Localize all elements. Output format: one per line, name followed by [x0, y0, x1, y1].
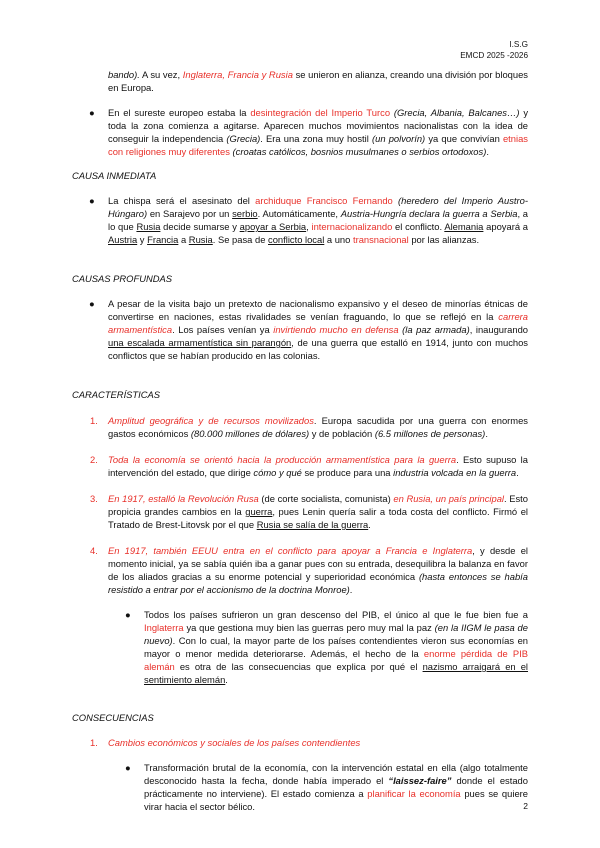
intro-alliance: Inglaterra, Francia y Rusia: [182, 69, 293, 80]
text: y toda la zona comienza a agitarse. Aparecen muchos movimientos nacionalistas con la idea de conseguir la independencia: [108, 107, 529, 144]
text: A pesar de la visita bajo un pretexto de nacionalismo expansivo y el deseo de minorías étnicas de convertirse en naciones, estas rivalidades se venían fraguando, lo que se reflejó en la: [108, 298, 528, 322]
text: decide sumarse y: [160, 221, 240, 232]
text: .: [225, 674, 228, 685]
text: a: [178, 234, 189, 245]
item-number: 2.: [90, 454, 98, 465]
highlight: etnias con religiones muy diferentes: [108, 133, 528, 157]
text: ya que convivían: [425, 133, 503, 144]
list-item: [72, 544, 528, 596]
text: (heredero del Imperio Austro-Húngaro): [108, 195, 528, 219]
text: .: [349, 584, 353, 595]
highlight: invirtiendo mucho en defensa: [273, 324, 399, 335]
text: y: [137, 234, 148, 245]
bullet-icon: ●: [89, 107, 95, 118]
list-item: [72, 453, 528, 479]
highlight: archiduque Francisco Fernando: [255, 195, 393, 206]
text: .: [485, 428, 488, 439]
underlined: Alemania: [444, 221, 484, 232]
text: La chispa será el asesinato del: [108, 195, 256, 206]
text: ya que gestiona muy bien las guerras pero muy mal la paz: [183, 622, 435, 633]
underlined: una escalada armamentística sin parangón: [108, 337, 292, 348]
list-item: [72, 736, 528, 749]
text: en Sarajevo por un: [147, 208, 233, 219]
underlined: guerra: [245, 506, 273, 517]
text: En el sureste europeo estaba la: [108, 107, 251, 118]
bullet-icon: ●: [89, 298, 95, 309]
highlight: Cambios económicos y sociales de los países contendientes: [108, 737, 361, 748]
text: . Esto supuso la intervención del estado, que dirige: [108, 454, 528, 478]
bullet-icon: ●: [89, 195, 95, 206]
text: (de corte socialista, comunista): [258, 493, 394, 504]
section-heading-consecuencias: CONSECUENCIAS: [72, 712, 154, 723]
section-heading-causa-inmediata: CAUSA INMEDIATA: [72, 170, 157, 181]
highlight: En 1917, también EEUU entra en el conflicto para apoyar a Francia e Inglaterra: [108, 545, 473, 556]
document-body: [72, 68, 528, 813]
page-number: 2: [523, 801, 528, 811]
text: pues se quiere virar hacia el sector bélico.: [144, 788, 528, 812]
text: es otra de las consecuencias que explica por qué el: [174, 661, 423, 672]
text: Transformación brutal de la economía, con la intervención estatal en ella (algo totalmente desconocido hasta la fecha, donde había imperado el: [144, 762, 528, 786]
text: (Grecia): [226, 133, 261, 144]
text: . Esto propicia grandes cambios en la: [108, 493, 529, 517]
section-heading-causas-profundas: CAUSAS PROFUNDAS: [72, 273, 173, 284]
text: (croatas católicos, bosnios musulmanes o serbios ortodoxos): [229, 146, 487, 157]
item-number: 1.: [90, 737, 98, 748]
highlight: en Rusia, un país principal: [393, 493, 504, 504]
list-item: [72, 761, 528, 813]
highlight: internacionalizando: [311, 221, 393, 232]
text: (6.5 millones de personas): [374, 428, 486, 439]
text: , de una guerra que estalló en 1914, junto con muchos conflictos que se habían producido en las colonias.: [108, 337, 528, 361]
list-item: [72, 414, 528, 440]
highlight: Amplitud geográfica y de recursos movilizados: [108, 415, 314, 426]
text: .: [368, 519, 371, 530]
highlight: carrera armamentística: [108, 311, 528, 335]
item-number: 1.: [90, 415, 98, 426]
list-item: [72, 608, 528, 686]
text: , pues Lenin quería salir a toda costa del conflicto. Firmó el Tratado de Brest-Litovsk por el que: [108, 506, 529, 530]
bullet-icon: ●: [125, 762, 131, 773]
text: y de población: [309, 428, 375, 439]
underlined: Rusia se salía de la guerra: [256, 519, 369, 530]
underlined: Francia: [147, 234, 179, 245]
underlined: Rusia: [188, 234, 213, 245]
list-item: [72, 492, 528, 531]
text: . Se pasa de: [212, 234, 269, 245]
text: (la paz armada): [398, 324, 470, 335]
list-item: [72, 106, 528, 158]
text: . Europa sacudida por una guerra con enormes gastos económicos: [108, 415, 528, 439]
text: (un polvorín): [372, 133, 426, 144]
text: “laissez-faire”: [388, 775, 452, 786]
item-number: 4.: [90, 545, 98, 556]
text: , a lo que: [108, 208, 529, 232]
text: (hasta entonces se había resistido a entrar por el accionismo de la doctrina Monroe): [108, 571, 529, 595]
text: Todos los países sufrieron un gran descenso del PIB, el único al que le fue bien fue a: [144, 609, 528, 620]
text: (80.000 millones de dólares): [190, 428, 310, 439]
underlined: Austria: [108, 234, 138, 245]
bullet-icon: ●: [125, 609, 131, 620]
text: cómo y qué: [253, 467, 302, 478]
text: . Era una zona muy hostil: [260, 133, 372, 144]
header-course: EMCD 2025 -2026: [460, 51, 528, 60]
text: .: [516, 467, 519, 478]
highlight: enorme pérdida de PIB alemán: [144, 648, 528, 672]
text: por las alianzas.: [408, 234, 480, 245]
text: .: [486, 146, 489, 157]
underlined: Rusia: [136, 221, 161, 232]
text: a uno: [324, 234, 353, 245]
text: el conflicto.: [392, 221, 445, 232]
list-item: [72, 194, 528, 246]
section-heading-caracteristicas: CARACTERÍSTICAS: [72, 389, 161, 400]
intro-text-4: se unieron en alianza, creando una división por bloques en Europa.: [108, 69, 528, 93]
text: (en la IIGM le pasa de nuevo): [144, 622, 528, 646]
text: apoyará a: [483, 221, 528, 232]
header-school: I.S.G: [509, 40, 528, 49]
text: . Los países venían ya: [172, 324, 274, 335]
intro-text-1: bando).: [108, 69, 140, 80]
text: , y desde el momento inicial, ya se sabía quién iba a ganar pues con su entrada, desequilibra la balanza en favor de los aliados gracias a su enorme potencial y superioridad económica: [108, 545, 528, 582]
highlight: planificar la economía: [367, 788, 461, 799]
highlight: desintegración del Imperio Turco: [250, 107, 391, 118]
highlight: Toda la economía se orientó hacia la producción armamentística para la guerra: [108, 454, 457, 465]
text: se produce para una: [301, 467, 394, 478]
highlight: Inglaterra: [144, 622, 184, 633]
underlined: nazismo arraigará en el sentimiento alemán: [144, 661, 529, 685]
item-number: 3.: [90, 493, 98, 504]
text: ,: [306, 221, 312, 232]
text: (Grecia, Albania, Balcanes…): [390, 107, 520, 118]
highlight: transnacional: [352, 234, 409, 245]
list-item: [72, 297, 528, 362]
underlined: serbio: [232, 208, 258, 219]
intro-paragraph: [72, 68, 528, 94]
underlined: apoyar a Serbia: [239, 221, 307, 232]
text: donde el estado prácticamente no interviene). El estado comienza a: [144, 775, 528, 799]
highlight: En 1917, estalló la Revolución Rusa: [108, 493, 259, 504]
text: . Con lo cual, la mayor parte de los países contendientes vieron sus economías en mayor o menor medida deteriorarse. Además, el hecho de la: [144, 635, 528, 659]
page-header: [460, 39, 528, 61]
text: , inaugurando: [469, 324, 528, 335]
text: . Automáticamente,: [257, 208, 341, 219]
text: industria volcada en la guerra: [393, 467, 517, 478]
underlined: conflicto local: [268, 234, 325, 245]
text: Austria-Hungría declara la guerra a Serbia: [340, 208, 518, 219]
intro-text-2: A su vez,: [139, 69, 183, 80]
